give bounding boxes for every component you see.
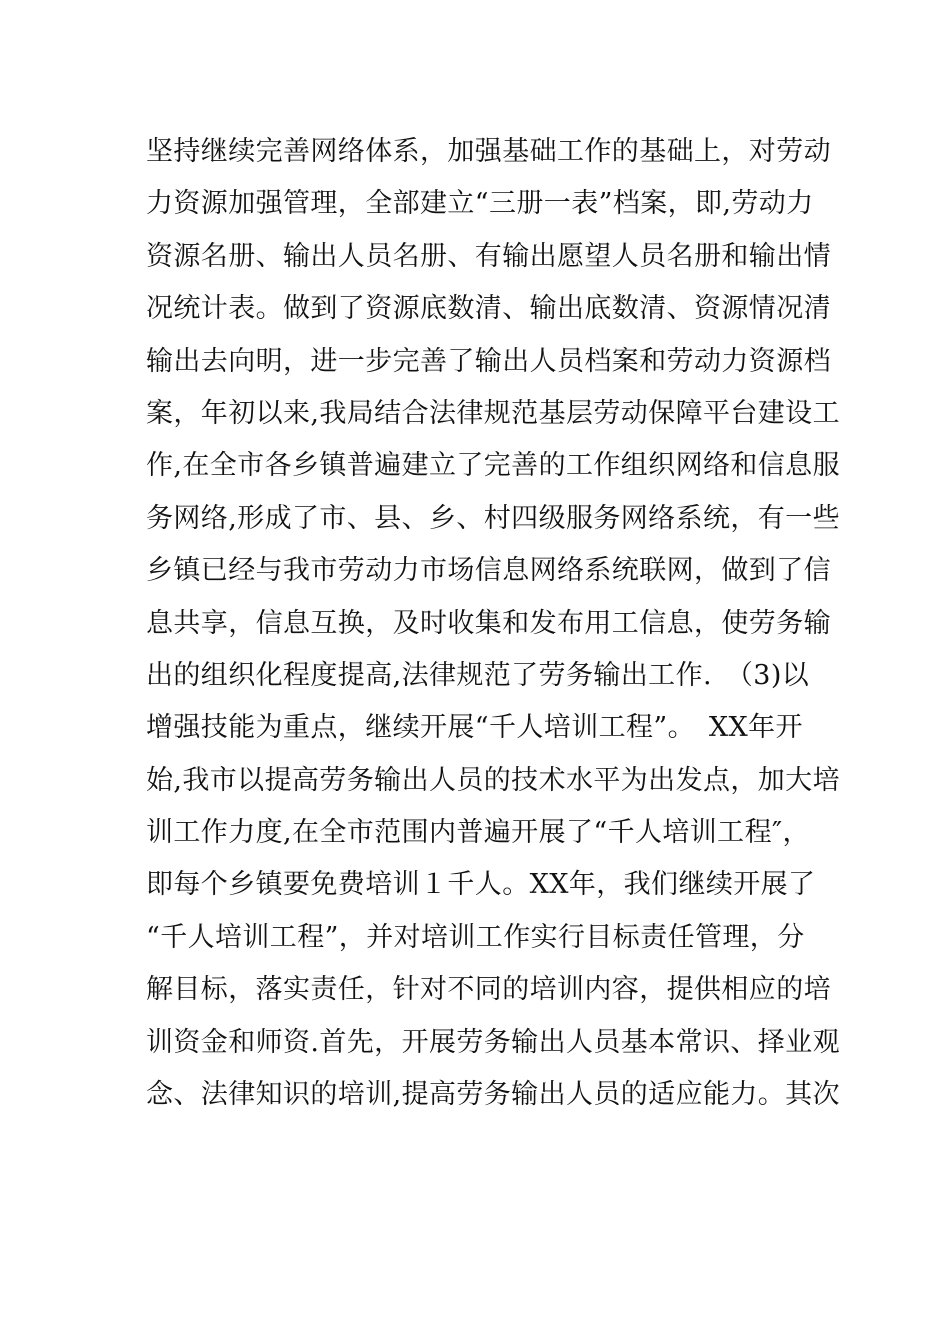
- text-line: 始,我市以提高劳务输出人员的技术水平为出发点，加大培: [146, 764, 840, 796]
- text-line: 坚持继续完善网络体系，加强基础工作的基础上，对劳动: [146, 136, 831, 167]
- text-line: 案，年初以来,我局结合法律规范基层劳动保障平台建设工: [146, 397, 840, 429]
- text-line: 力资源加强管理，全部建立“三册一表”档案，即,劳动力: [146, 188, 814, 220]
- text-line: 息共享，信息互换，及时收集和发布用工信息，使劳务输: [146, 607, 831, 639]
- text-line: 务网络,形成了市、县、乡、村四级服务网络系统，有一些: [146, 502, 840, 534]
- text-line: 资源名册、输出人员名册、有输出愿望人员名册和输出情: [146, 240, 831, 272]
- text-line: 念、法律知识的培训,提高劳务输出人员的适应能力。其次: [146, 1079, 840, 1111]
- text-line: 解目标，落实责任，针对不同的培训内容，提供相应的培: [146, 974, 831, 1006]
- text-line: 即每个乡镇要免费培训１千人。XX年，我们继续开展了: [146, 869, 816, 901]
- text-line: “千人培训工程”，并对培训工作实行目标责任管理，分: [146, 921, 805, 953]
- text-line: 增强技能为重点，继续开展“千人培训工程”。 XX年开: [146, 712, 803, 744]
- text-line: 作,在全市各乡镇普遍建立了完善的工作组织网络和信息服: [146, 450, 840, 482]
- body-text: [146, 126, 840, 1121]
- text-line: 况统计表。做到了资源底数清、输出底数清、资源情况清: [146, 293, 831, 325]
- text-line: 乡镇已经与我市劳动力市场信息网络系统联网，做到了信: [146, 555, 831, 587]
- text-line: 训工作力度,在全市范围内普遍开展了“千人培训工程″，: [146, 817, 810, 849]
- text-line: 训资金和师资.首先，开展劳务输出人员基本常识、择业观: [146, 1026, 840, 1058]
- text-line: 输出去向明，进一步完善了输出人员档案和劳动力资源档: [146, 345, 831, 377]
- text-line: 出的组织化程度提高,法律规范了劳务输出工作. （3)以: [146, 659, 810, 691]
